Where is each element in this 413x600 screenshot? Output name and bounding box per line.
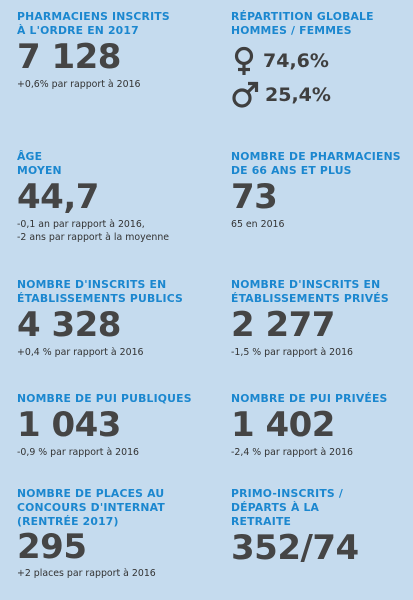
stat-title: NOMBRE DE PUI PUBLIQUES <box>17 392 192 405</box>
male-percent: 25,4% <box>265 84 331 106</box>
stat-value: 1 043 <box>17 405 121 445</box>
stat-value: 1 402 <box>231 405 335 445</box>
stat-note: -0,9 % par rapport à 2016 <box>17 447 140 458</box>
stat-note: +0,4 % par rapport à 2016 <box>17 347 144 358</box>
stat-age <box>17 150 207 244</box>
stat-title: NOMBRE D'INSCRITS EN ÉTABLISSEMENTS PUBLICS <box>17 278 183 305</box>
stat-value: 2 277 <box>231 305 335 345</box>
stat-66-plus <box>231 150 413 231</box>
female-row <box>231 44 413 78</box>
stat-note: 65 en 2016 <box>231 219 285 230</box>
stat-repartition <box>231 10 413 112</box>
stat-note: -2,4 % par rapport à 2016 <box>231 447 354 458</box>
stat-title: RÉPARTITION GLOBALE HOMMES / FEMMES <box>231 10 374 37</box>
stat-value: 295 <box>17 527 87 567</box>
stat-inscrits <box>17 10 207 91</box>
stat-note: -1,5 % par rapport à 2016 <box>231 347 354 358</box>
stat-title: ÂGE MOYEN <box>17 150 62 177</box>
stat-title: PRIMO-INSCRITS / DÉPARTS À LA RETRAITE <box>231 487 343 528</box>
stat-title: NOMBRE DE PLACES AU CONCOURS D'INTERNAT (RENTRÉE 2017) <box>17 487 165 528</box>
stat-pui-publiques <box>17 392 207 459</box>
stat-value: 352/74 <box>231 528 359 568</box>
stat-value: 73 <box>231 177 278 217</box>
female-percent: 74,6% <box>263 50 329 72</box>
stat-prives <box>231 278 413 359</box>
stat-title: NOMBRE DE PHARMACIENS DE 66 ANS ET PLUS <box>231 150 401 177</box>
stat-note: +2 places par rapport à 2016 <box>17 568 156 579</box>
stat-note: -0,1 an par rapport à 2016, -2 ans par rapport à la moyenne <box>17 219 170 243</box>
stat-internat <box>17 487 207 580</box>
male-symbol-icon <box>231 80 259 110</box>
male-row <box>231 78 413 112</box>
stat-title: NOMBRE DE PUI PRIVÉES <box>231 392 388 405</box>
stat-value: 44,7 <box>17 177 99 217</box>
stat-primo <box>231 487 413 566</box>
stat-title: NOMBRE D'INSCRITS EN ÉTABLISSEMENTS PRIVÉS <box>231 278 389 305</box>
stat-note: +0,6% par rapport à 2016 <box>17 79 141 90</box>
female-symbol-icon <box>231 46 257 76</box>
stat-publics <box>17 278 207 359</box>
stat-pui-privees <box>231 392 413 459</box>
stat-title: PHARMACIENS INSCRITS À L'ORDRE EN 2017 <box>17 10 170 37</box>
stat-value: 7 128 <box>17 37 121 77</box>
stat-value: 4 328 <box>17 305 121 345</box>
